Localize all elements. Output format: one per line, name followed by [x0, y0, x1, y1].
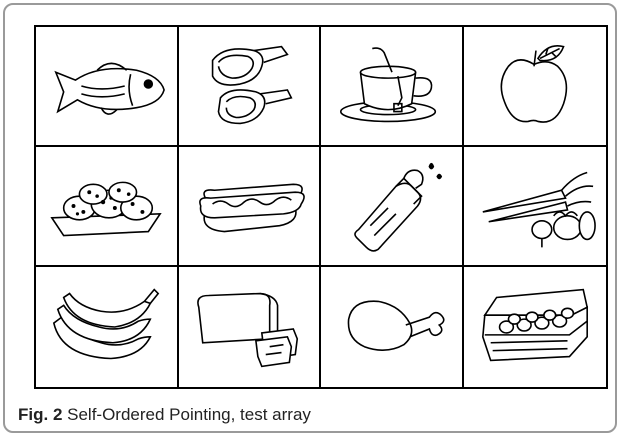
cell-bottle — [321, 147, 464, 267]
fish-icon — [42, 36, 170, 136]
figure-frame — [3, 3, 617, 433]
cell-chicken — [321, 267, 464, 387]
cookies-icon — [42, 156, 170, 256]
egg-carton-icon — [471, 277, 599, 377]
apple-icon — [471, 36, 599, 136]
figure-caption — [18, 405, 311, 425]
cell-bread — [179, 267, 322, 387]
bread-icon — [185, 277, 313, 377]
vegetables-icon — [471, 156, 599, 256]
hot-dog-icon — [185, 156, 313, 256]
test-array-grid — [34, 25, 608, 389]
baby-bottle-icon — [327, 156, 455, 256]
cell-eggs — [464, 267, 607, 387]
bananas-icon — [42, 277, 170, 377]
cell-apple — [464, 27, 607, 147]
figure-label: Fig. 2 — [18, 405, 63, 424]
cell-fish — [36, 27, 179, 147]
cell-cookies — [36, 147, 179, 267]
cell-vegetables — [464, 147, 607, 267]
cell-hotdog — [179, 147, 322, 267]
cell-tea — [321, 27, 464, 147]
tea-cup-icon — [327, 36, 455, 136]
cell-meat — [179, 27, 322, 147]
chicken-leg-icon — [327, 277, 455, 377]
meat-steaks-icon — [185, 36, 313, 136]
figure-caption-text: Self-Ordered Pointing, test array — [62, 405, 311, 424]
cell-bananas — [36, 267, 179, 387]
